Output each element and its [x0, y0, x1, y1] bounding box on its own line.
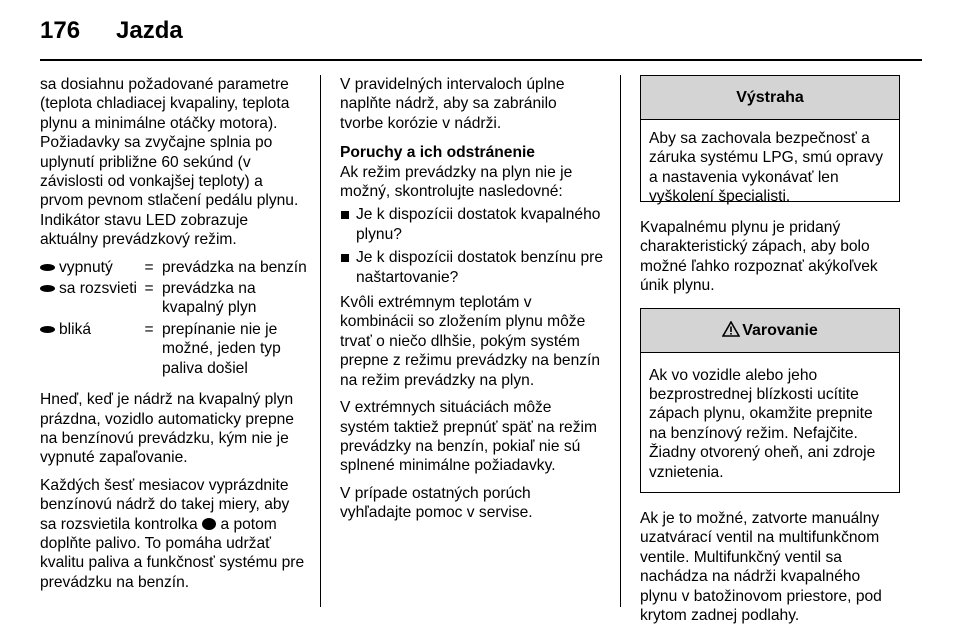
empty-tank-paragraph: Hneď, keď je nádrž na kvapalný plyn prázdna, vozidlo automaticky prepne na benzínovú prevádzku, kým nie je vypnuté zapaľovanie.	[40, 391, 294, 467]
intro-paragraph: sa dosiahnu požadované parametre (teplota chladiacej kvapaliny, teplota plynu a minimálne otáčky motora). Požiadavky sa zvyčajne splnia po uplynutí približne 60 sekúnd (v závislosti od vonkajšej teploty) a prvom pevnom stlačení pedálu plynu. Indikátor stavu LED zobrazuje aktuálny prevádzkový režim.	[40, 76, 299, 249]
column-2	[340, 75, 604, 531]
warning-text: Ak vo vozidle alebo jeho bezprostrednej blízkosti ucítite zápach plynu, okamžite prepnite na benzínový režim. Nefajčite. Žiadny otvorený oheň, ani zdroje vznietenia.	[649, 366, 876, 481]
led-indicator-icon	[40, 326, 55, 333]
equals-sign: =	[144, 258, 154, 276]
column-divider	[320, 75, 321, 607]
equals-sign: =	[144, 280, 154, 298]
warning-box	[640, 308, 900, 493]
led-indicator-icon	[40, 285, 55, 292]
odor-paragraph: Kvapalnému plynu je pridaný charakteristický zápach, aby bolo možné ľahko rozpoznať akýkoľvek únik plynu.	[640, 219, 878, 295]
troubleshooting-heading: Poruchy a ich odstránenie	[340, 144, 535, 162]
section-title: Jazda	[116, 17, 183, 44]
led-state: bliká	[59, 320, 92, 338]
maintenance-paragraph: Každých šesť mesiacov vyprázdnite benzínovú nádrž do takej miery, aby sa rozsvietila kontrolka a potom doplňte palivo. To pomáha udržať kvalitu paliva a funkčnosť systému pre prevádzku na benzín.	[40, 476, 305, 591]
warning-title: Varovanie	[742, 321, 818, 339]
equals-sign: =	[144, 320, 154, 338]
caution-box	[640, 75, 900, 206]
column-divider	[620, 75, 621, 607]
column-1	[40, 75, 308, 600]
led-meaning: prevádzka na benzín	[162, 258, 307, 276]
led-indicator-icon	[40, 264, 55, 271]
led-state: vypnutý	[59, 258, 113, 276]
led-status-table	[40, 258, 308, 378]
column-3	[640, 75, 900, 634]
valve-paragraph: Ak je to možné, zatvorte manuálny uzatvárací ventil na multifunkčnom ventile. Multifunkčný ventil sa nachádza na nádrži kvapalného plynu v batožinovom priestore, pod krytom zadnej podlahy.	[640, 510, 882, 625]
troubleshooting-intro: Ak režim prevádzky na plyn nie je možný, skontrolujte nasledovné:	[340, 163, 573, 201]
led-meaning: prepínanie nie je možné, jeden typ paliva došiel	[162, 320, 281, 377]
temperature-paragraph: Kvôli extrémnym teplotám v kombinácii so zložením plynu môže trvať o niečo dlhšie, pokým systém prepne z režimu prevádzky na benzín na režim prevádzky na plyn.	[340, 294, 601, 389]
extreme-situations-paragraph: V extrémnych situáciách môže systém taktiež prepnúť späť na režim prevádzky na benzín, pokiaľ nie sú splnené minimálne požiadavky.	[340, 399, 597, 475]
led-meaning: prevádzka na kvapalný plyn	[162, 280, 257, 317]
warning-triangle-icon	[722, 321, 740, 337]
caution-title: Výstraha	[641, 76, 899, 120]
header-rule	[40, 59, 922, 61]
led-row	[40, 279, 308, 318]
service-paragraph: V prípade ostatných porúch vyhľadajte pomoc v servise.	[340, 484, 533, 522]
fuel-warning-light-icon	[202, 518, 216, 530]
list-item: Je k dispozícii dostatok kvapalného plynu?	[340, 205, 604, 244]
led-row	[40, 320, 308, 378]
page-number: 176	[40, 17, 81, 44]
list-item: Je k dispozícii dostatok benzínu pre naštartovanie?	[340, 248, 604, 287]
refill-paragraph: V pravidelných intervaloch úplne naplňte nádrž, aby sa zabránilo tvorbe korózie v nádrži.	[340, 76, 565, 132]
check-list	[340, 205, 604, 287]
led-row	[40, 258, 308, 277]
caution-text: Aby sa zachovala bezpečnosť a záruka systému LPG, smú opravy a nastavenia vykonávať len vyškolení špecialisti.	[649, 130, 883, 206]
led-state: sa rozsvieti	[59, 280, 137, 298]
